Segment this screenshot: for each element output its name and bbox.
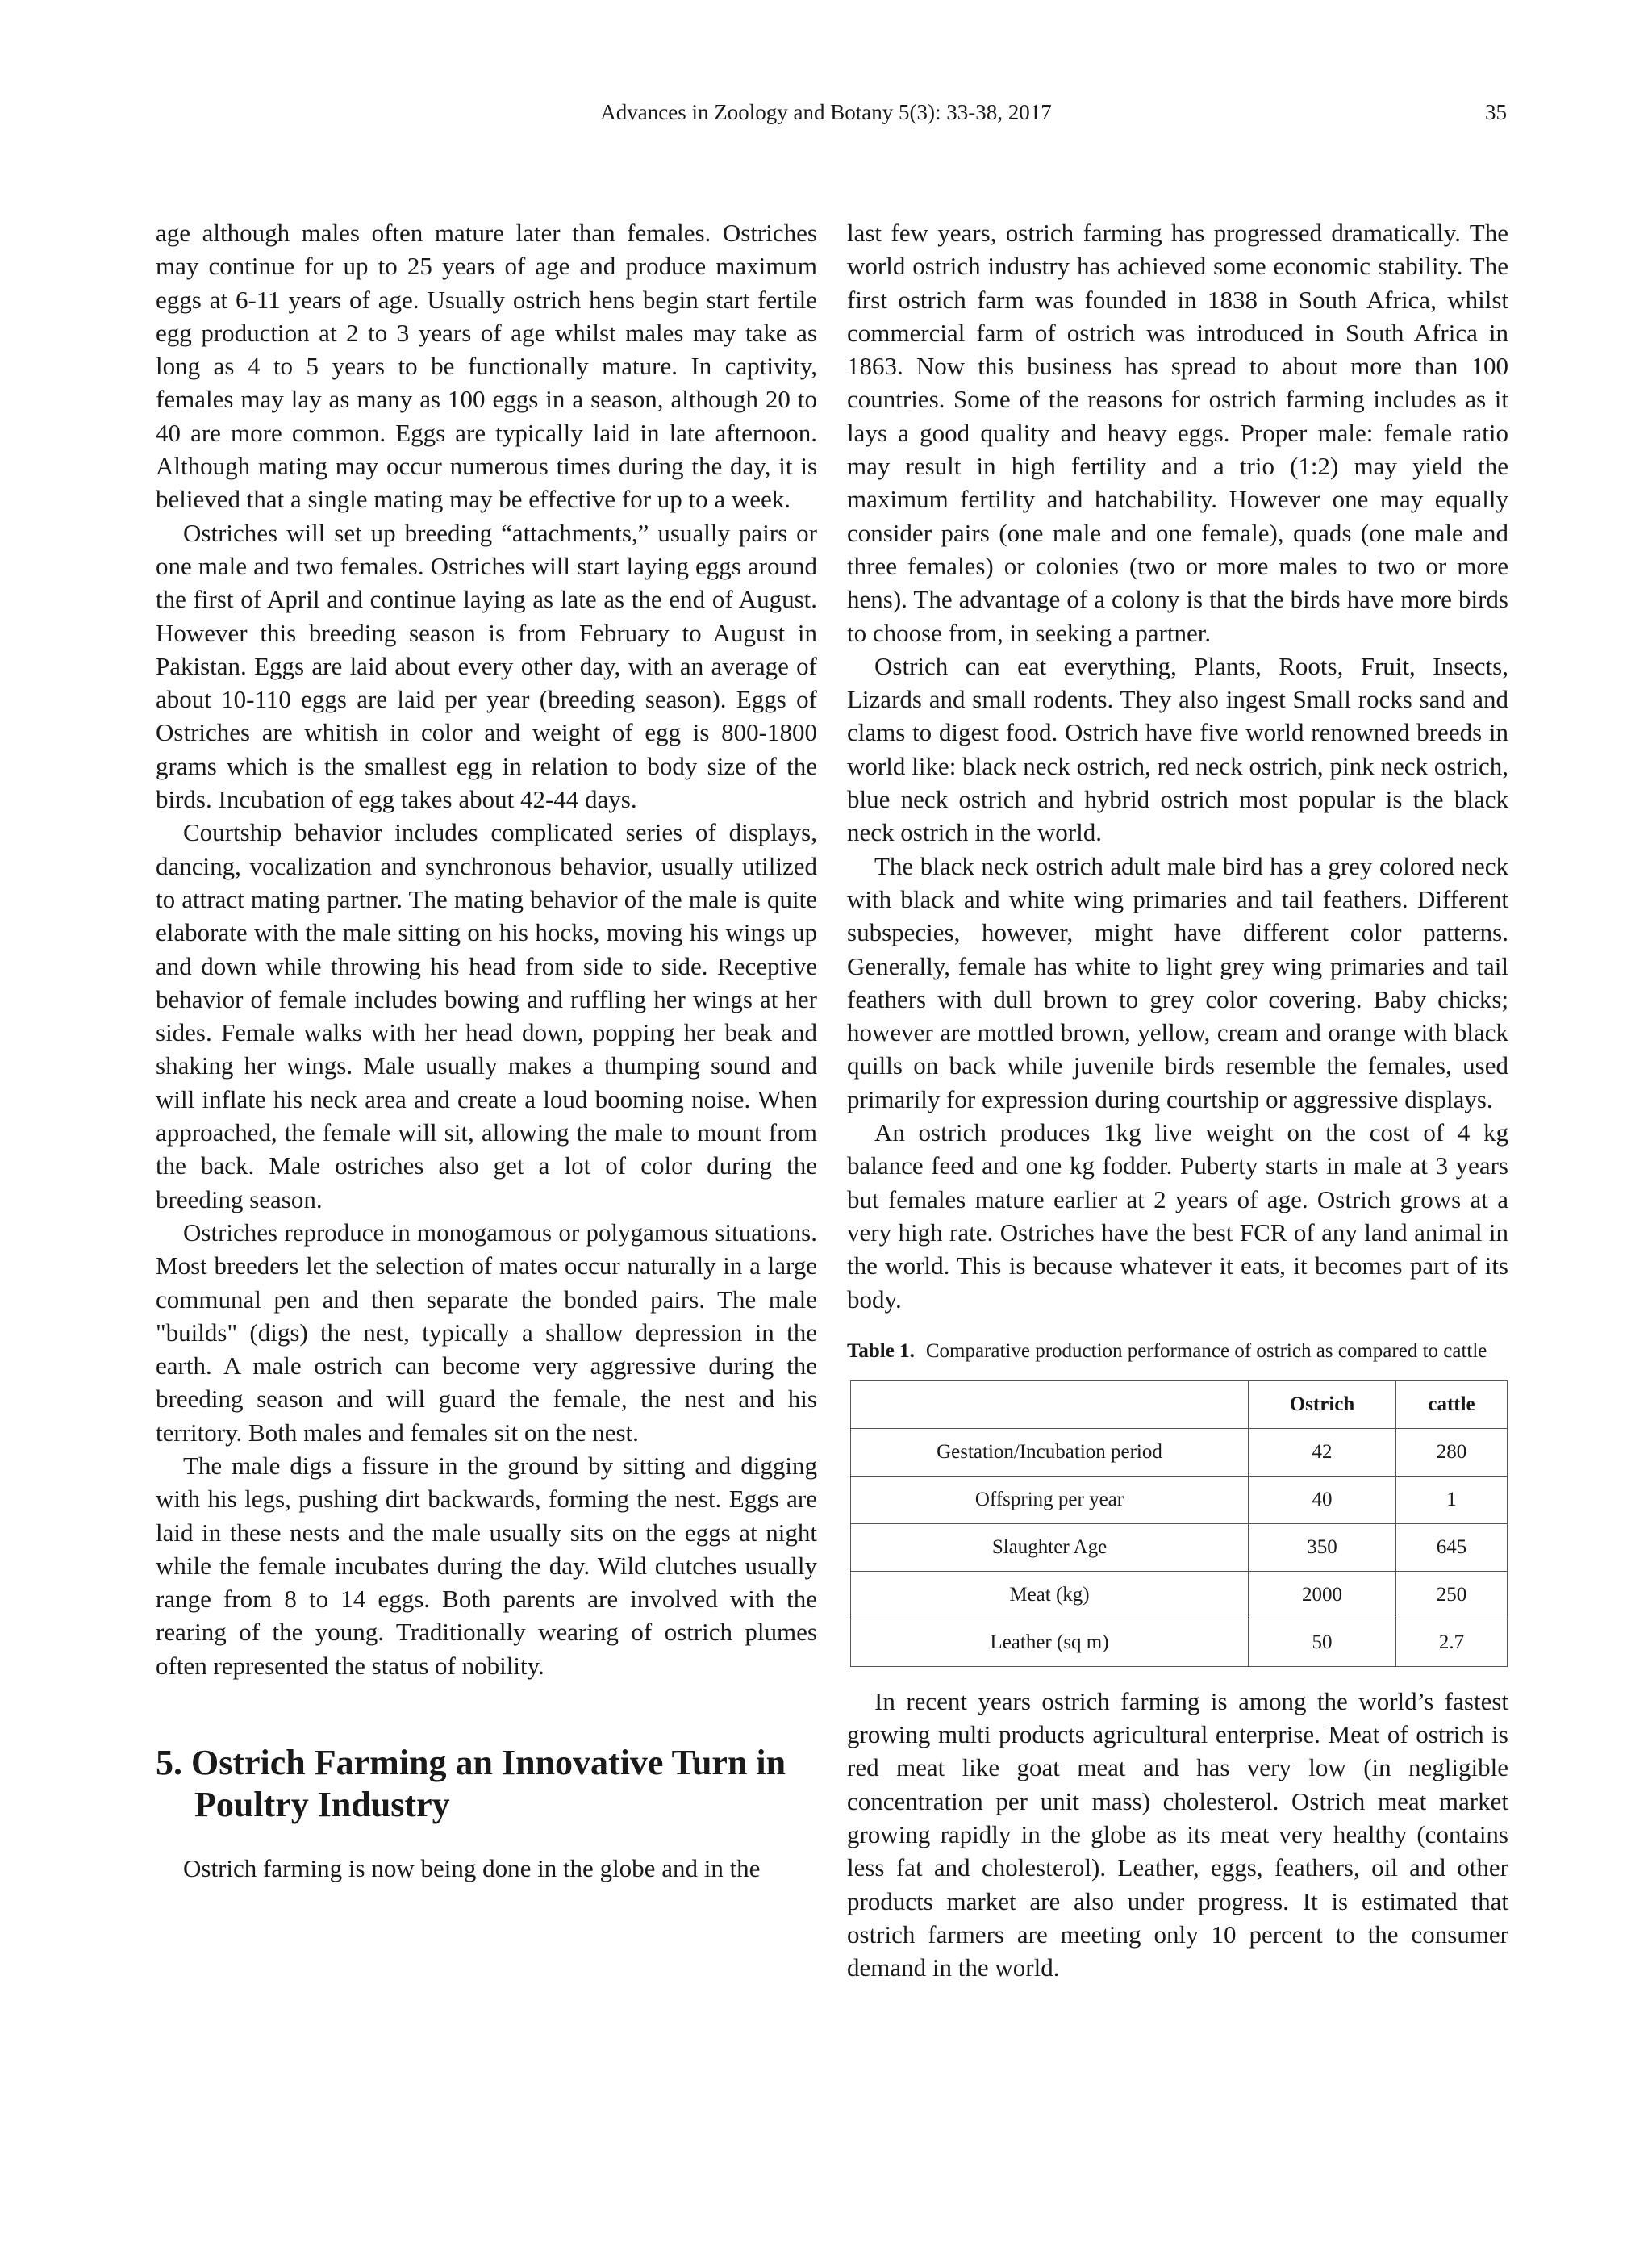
- table-row: [851, 1619, 1508, 1666]
- table-label: Table 1.: [847, 1339, 915, 1362]
- table-cell: Gestation/Incubation period: [851, 1428, 1249, 1476]
- body-paragraph: Courtship behavior includes complicated series of displays, dancing, vocalization and synchronous behavior, usually utilized to attract mating partner. The mating behavior of the male is quite elaborate with the male sitting on his hocks, moving his wings up and down while throwing his head from side to side. Receptive behavior of female includes bowing and ruffling her wings at her sides. Female walks with her head down, popping her beak and shaking her wings. Male usually makes a thumping sound and will inflate his neck area and create a loud booming noise. When approached, the female will sit, allowing the male to mount from the back. Male ostriches also get a lot of color during the breeding season.: [156, 818, 817, 1213]
- left-column: [156, 216, 817, 1885]
- table-cell: 350: [1249, 1523, 1396, 1571]
- table-cell: 645: [1396, 1523, 1508, 1571]
- body-paragraph: Ostrich farming is now being done in the globe and in the: [183, 1854, 761, 1883]
- table-header-cell: cattle: [1396, 1380, 1508, 1428]
- right-column: [847, 216, 1508, 1984]
- body-paragraph: Ostrich can eat everything, Plants, Roots, Fruit, Insects, Lizards and small rodents. They also ingest Small rocks sand and clams to digest food. Ostrich have five world renowned breeds in world like: black neck ostrich, red neck ostrich, pink neck ostrich, blue neck ostrich and hybrid ostrich most popular is the black neck ostrich in the world.: [847, 651, 1508, 847]
- table-cell: 50: [1249, 1619, 1396, 1666]
- table-cell: 280: [1396, 1428, 1508, 1476]
- table-row: [851, 1571, 1508, 1619]
- body-paragraph: Ostriches will set up breeding “attachments,” usually pairs or one male and two females. Ostriches will start laying eggs around the first of April and continue laying as late as the end of August. However this breeding season is from February to August in Pakistan. Eggs are laid about every other day, with an average of about 10-110 eggs are laid per year (breeding season). Eggs of Ostriches are whitish in color and weight of egg is 800-1800 grams which is the smallest egg in relation to body size of the birds. Incubation of egg takes about 42-44 days.: [156, 518, 817, 814]
- table-cell: 250: [1396, 1571, 1508, 1619]
- table-cell: 2.7: [1396, 1619, 1508, 1666]
- table-cell: Offspring per year: [851, 1476, 1249, 1523]
- table-cell: 40: [1249, 1476, 1396, 1523]
- body-paragraph: An ostrich produces 1kg live weight on the cost of 4 kg balance feed and one kg fodder. Puberty starts in male at 3 years but females mature earlier at 2 years of age. Ostrich grows at a very high rate. Ostriches have the best FCR of any land animal in the world. This is because whatever it eats, it becomes part of its body.: [847, 1118, 1508, 1314]
- table-cell: 1: [1396, 1476, 1508, 1523]
- table-cell: Slaughter Age: [851, 1523, 1249, 1571]
- body-paragraph: The black neck ostrich adult male bird has a grey colored neck with black and white wing primaries and tail feathers. Different subspecies, however, might have different color patterns. Generally, female has white to light grey wing primaries and tail feathers with dull brown to grey color covering. Baby chicks; however are mottled brown, yellow, cream and orange with black quills on back while juvenile birds resemble the females, used primarily for expression during courtship or aggressive displays.: [847, 851, 1508, 1113]
- table-cell: 42: [1249, 1428, 1396, 1476]
- table-header-row: [851, 1380, 1508, 1428]
- body-paragraph: last few years, ostrich farming has progressed dramatically. The world ostrich industry has achieved some economic stability. The first ostrich farm was founded in 1838 in South Africa, whilst commercial farm of ostrich was introduced in South Africa in 1863. Now this business has spread to about more than 100 countries. Some of the reasons for ostrich farming includes as it lays a good quality and heavy eggs. Proper male: female ratio may result in high fertility and a trio (1:2) may yield the maximum fertility and hatchability. However one may equally consider pairs (one male and one female), quads (one male and three females) or colonies (two or more males to two or more hens). The advantage of a colony is that the birds have more birds to choose from, in seeking a partner.: [847, 219, 1508, 647]
- table-row: [851, 1523, 1508, 1571]
- table-cell: Leather (sq m): [851, 1619, 1249, 1666]
- body-paragraph: age although males often mature later than females. Ostriches may continue for up to 25 years of age and produce maximum eggs at 6-11 years of age. Usually ostrich hens begin start fertile egg production at 2 to 3 years of age whilst males may take as long as 4 to 5 years to be functionally mature. In captivity, females may lay as many as 100 eggs in a season, although 20 to 40 are more common. Eggs are typically laid in late afternoon. Although mating may occur numerous times during the day, it is believed that a single mating may be effective for up to a week.: [156, 219, 817, 514]
- body-paragraph: The male digs a fissure in the ground by sitting and digging with his legs, pushing dirt backwards, forming the nest. Eggs are laid in these nests and the male usually sits on the eggs at night while the female incubates during the day. Wild clutches usually range from 8 to 14 eggs. Both parents are involved with the rearing of the young. Traditionally wearing of ostrich plumes often represented the status of nobility.: [156, 1451, 817, 1680]
- table-caption-text: Comparative production performance of ostrich as compared to cattle: [925, 1339, 1487, 1362]
- table-cell: Meat (kg): [851, 1571, 1249, 1619]
- table-cell: 2000: [1249, 1571, 1396, 1619]
- body-paragraph: Ostriches reproduce in monogamous or polygamous situations. Most breeders let the selection of mates occur naturally in a large communal pen and then separate the bonded pairs. The male "builds" (digs) the nest, typically a shallow depression in the earth. A male ostrich can become very aggressive during the breeding season and will guard the female, the nest and his territory. Both males and females sit on the nest.: [156, 1218, 817, 1447]
- table-row: [851, 1476, 1508, 1523]
- table-header-cell: [851, 1380, 1249, 1428]
- table-caption: [847, 1340, 1508, 1363]
- journal-citation: Advances in Zoology and Botany 5(3): 33-38, 2017: [600, 100, 1052, 124]
- page-header: [0, 100, 1652, 132]
- section-heading: 5. Ostrich Farming an Innovative Turn in Poultry Industry: [156, 1743, 786, 1825]
- table-header-cell: Ostrich: [1249, 1380, 1396, 1428]
- table-row: [851, 1428, 1508, 1476]
- body-paragraph: In recent years ostrich farming is among the world’s fastest growing multi products agricultural enterprise. Meat of ostrich is red meat like goat meat and has very low (in negligible concentration per unit mass) cholesterol. Ostrich meat market growing rapidly in the globe as its meat very healthy (contains less fat and cholesterol). Leather, eggs, feathers, oil and other products market are also under progress. It is estimated that ostrich farmers are meeting only 10 percent to the consumer demand in the world.: [847, 1686, 1508, 1982]
- comparison-table: [850, 1380, 1508, 1667]
- page-number: 35: [1485, 100, 1507, 124]
